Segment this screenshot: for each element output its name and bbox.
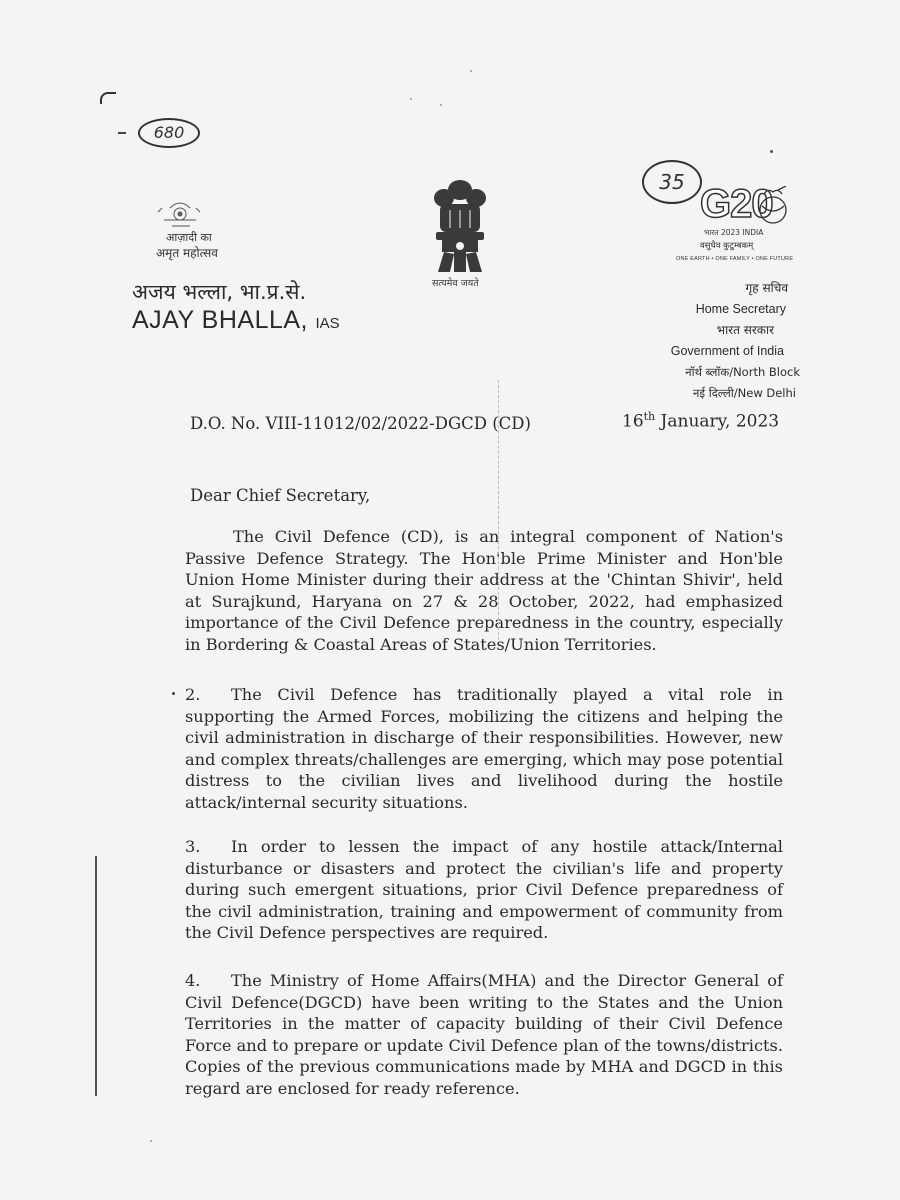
sender-name: AJAY BHALLA, <box>132 306 308 334</box>
g20-logo-title: G20 <box>700 182 773 226</box>
letter-date <box>622 410 779 432</box>
sender-name-hindi: अजय भल्ला, भा.प्र.से. <box>132 280 307 304</box>
paragraph-3-text: In order to lessen the impact of any hostile attack/Internal disturbance or disasters and protect the civilian's life and property during such emergent situations, prior Civil Defence preparedness of the civil administration, training and empowerment of community from the Civil Defence perspectives are required. <box>185 837 783 943</box>
date-suffix: th <box>643 410 656 423</box>
date-month-year: January, 2023 <box>655 411 780 432</box>
do-number: D.O. No. VIII-11012/02/2022-DGCD (CD) <box>190 414 531 433</box>
handwritten-number-top: 680 <box>138 118 200 148</box>
g20-logo <box>672 172 802 268</box>
paragraph-1 <box>185 526 783 656</box>
paragraph-4 <box>185 970 783 1100</box>
g20-logo-tagline: ONE EARTH • ONE FAMILY • ONE FUTURE <box>676 256 794 262</box>
government-english: Government of India <box>670 344 784 358</box>
paragraph-2 <box>185 684 783 814</box>
designation-hindi: गृह सचिव <box>745 281 788 295</box>
office-city: नई दिल्ली/New Delhi <box>693 386 796 400</box>
paragraph-4-number: 4. <box>185 971 201 990</box>
paragraph-2-number: 2. <box>185 685 201 704</box>
handwritten-hook-mark <box>100 92 116 104</box>
salutation: Dear Chief Secretary, <box>190 486 371 505</box>
paragraph-4-text: The Ministry of Home Affairs(MHA) and the Director General of Civil Defence(DGCD) have been writing to the States and the Union Territories in the matter of capacity building of their Civil Defence Force and to prepare or update Civil Defence plan of the towns/districts. Copies of the previous communications made by MHA and DGCD in this regard are enclosed for ready reference. <box>185 971 783 1098</box>
paragraph-2-text: The Civil Defence has traditionally played a vital role in supporting the Armed Forces, mobilizing the citizens and helping the civil administration in discharge of their responsibilities. However, new and complex threats/challenges are emerging, which may pose potential distress to the civilian lives and livelihood during the hostile attack/internal security situations. <box>185 685 783 812</box>
scan-speck <box>440 104 442 106</box>
azadi-amrit-mahotsav-logo <box>150 198 260 264</box>
state-emblem <box>420 176 500 292</box>
scan-speck <box>172 692 175 695</box>
amrit-mahotsav-emblem-icon <box>150 198 260 234</box>
g20-logo-subtitle-1: भारत 2023 INDIA <box>704 228 764 237</box>
designation-english: Home Secretary <box>695 302 786 316</box>
emblem-motto: सत्यमेव जयते <box>432 278 479 289</box>
scan-speck <box>150 1140 152 1142</box>
paragraph-1-text: The Civil Defence (CD), is an integral component of Nation's Passive Defence Strategy. The Hon'ble Prime Minister and Hon'ble Union Home Minister during their address at the 'Chintan Shivir', held at Surajkund, Haryana on 27 & 28 October, 2022, had emphasized importance of the Civil Defence preparedness in the country, especially in Bordering & Coastal Areas of States/Union Territories. <box>185 527 783 654</box>
sender-name-english <box>132 306 340 335</box>
scan-margin-line <box>95 856 97 1096</box>
g20-logo-subtitle-2: वसुधैव कुटुम्बकम् <box>700 241 754 251</box>
g20-lotus-globe-icon <box>756 186 790 226</box>
government-hindi: भारत सरकार <box>716 323 774 337</box>
office-address-block <box>600 278 800 404</box>
handwritten-dash-mark <box>118 132 126 134</box>
scan-speck <box>470 70 472 72</box>
azadi-logo-line-2: अमृत महोत्सव <box>156 246 218 260</box>
office-block: नॉर्थ ब्लॉक/North Block <box>685 365 800 379</box>
handwritten-number-right: 35 <box>642 160 702 204</box>
date-day: 16 <box>622 411 644 432</box>
scan-fold-line <box>498 380 500 640</box>
sender-service: IAS <box>315 315 340 332</box>
azadi-logo-line-1: आज़ादी का <box>166 231 212 244</box>
paragraph-3-number: 3. <box>185 837 201 856</box>
ashoka-lion-capital-icon <box>420 176 500 276</box>
scan-speck <box>410 98 412 100</box>
paragraph-3 <box>185 836 783 944</box>
scan-speck <box>770 150 773 153</box>
